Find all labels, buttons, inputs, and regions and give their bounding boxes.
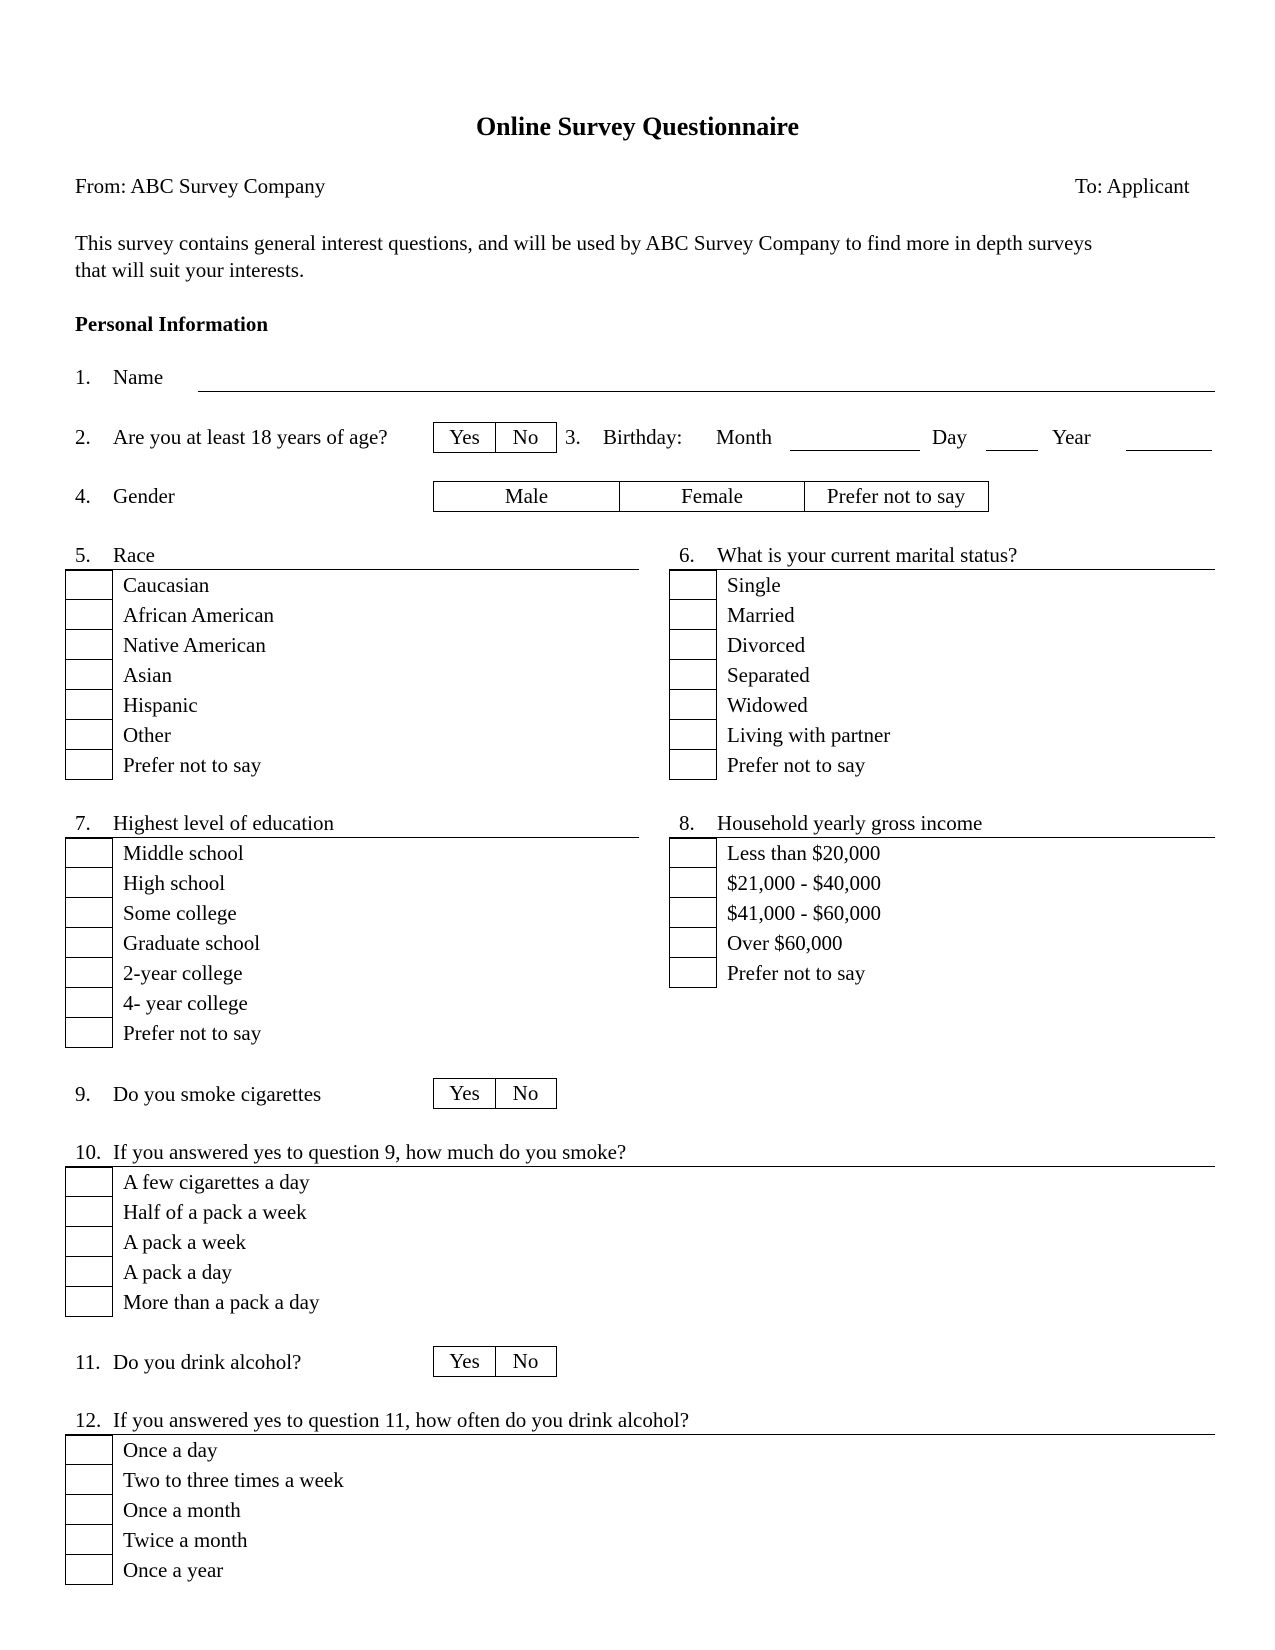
- income-checkbox-41k-60k[interactable]: [669, 898, 717, 928]
- q11-number: 11.: [75, 1350, 101, 1374]
- education-checkbox-2-year-college[interactable]: [65, 958, 113, 988]
- q4-label: Gender: [113, 484, 175, 508]
- alcohol-checkbox-once-a-day[interactable]: [65, 1435, 113, 1465]
- income-checkbox-21k-40k[interactable]: [669, 868, 717, 898]
- intro-text-line-2: that will suit your interests.: [75, 258, 305, 282]
- q10-number: 10.: [75, 1140, 102, 1164]
- q5-divider: [65, 569, 639, 570]
- education-checkbox-4-year-college[interactable]: [65, 988, 113, 1018]
- q4-number: 4.: [75, 484, 91, 508]
- race-checkbox-caucasian[interactable]: [65, 570, 113, 600]
- q3-number: 3.: [565, 425, 581, 449]
- income-checkbox-prefer-not[interactable]: [669, 958, 717, 988]
- q2-number: 2.: [75, 425, 91, 449]
- race-checkbox-native-american[interactable]: [65, 630, 113, 660]
- q11-yes-option[interactable]: Yes: [449, 1349, 480, 1373]
- q3-label: Birthday:: [603, 425, 683, 449]
- from-line: From: ABC Survey Company: [75, 174, 326, 198]
- education-checkbox-prefer-not[interactable]: [65, 1018, 113, 1048]
- q9-no-option[interactable]: No: [495, 1079, 555, 1108]
- smoke-checkbox-few-a-day[interactable]: [65, 1167, 113, 1197]
- q6-number: 6.: [679, 543, 695, 567]
- race-checkbox-other[interactable]: [65, 720, 113, 750]
- birthday-year-label: Year: [1052, 425, 1091, 449]
- q8-divider: [669, 837, 1215, 838]
- page-title: Online Survey Questionnaire: [475, 112, 800, 141]
- marital-checkbox-married[interactable]: [669, 600, 717, 630]
- alcohol-checkbox-twice-a-month[interactable]: [65, 1525, 113, 1555]
- smoke-checkbox-more-than-pack[interactable]: [65, 1287, 113, 1317]
- q5-number: 5.: [75, 543, 91, 567]
- birthday-day-label: Day: [932, 425, 967, 449]
- q9-label: Do you smoke cigarettes: [113, 1082, 322, 1106]
- q9-number: 9.: [75, 1082, 91, 1106]
- education-checkbox-high-school[interactable]: [65, 868, 113, 898]
- intro-text-line-1: This survey contains general interest questions, and will be used by ABC Survey Company to find more in depth surveys: [75, 231, 1093, 255]
- q10-divider: [65, 1166, 1215, 1167]
- gender-option-male[interactable]: Male: [504, 484, 549, 508]
- q12-label: If you answered yes to question 11, how often do you drink alcohol?: [113, 1408, 690, 1432]
- gender-option-prefer-not[interactable]: Prefer not to say: [804, 482, 987, 511]
- gender-options-box: [433, 481, 989, 512]
- gender-option-female[interactable]: Female: [619, 482, 804, 511]
- q9-yes-option[interactable]: Yes: [449, 1081, 480, 1105]
- q2-yes-option[interactable]: Yes: [449, 425, 480, 449]
- race-checkbox-asian[interactable]: [65, 660, 113, 690]
- education-checkbox-middle-school[interactable]: [65, 838, 113, 868]
- smoke-checkbox-pack-day[interactable]: [65, 1257, 113, 1287]
- alcohol-checkbox-once-a-month[interactable]: [65, 1495, 113, 1525]
- q11-label: Do you drink alcohol?: [113, 1350, 302, 1374]
- q9-yes-no-box: [433, 1078, 557, 1109]
- alcohol-checkbox-two-three-week[interactable]: [65, 1465, 113, 1495]
- marital-checkbox-prefer-not[interactable]: [669, 750, 717, 780]
- q10-label: If you answered yes to question 9, how much do you smoke?: [113, 1140, 627, 1164]
- q11-yes-no-box: [433, 1346, 557, 1377]
- to-line: To: Applicant: [1075, 174, 1190, 198]
- q1-label: Name: [113, 365, 164, 389]
- birthday-month-input[interactable]: [790, 450, 920, 451]
- q8-number: 8.: [679, 811, 695, 835]
- birthday-month-label: Month: [716, 425, 773, 449]
- income-checkbox-over-60k[interactable]: [669, 928, 717, 958]
- alcohol-checkbox-once-a-year[interactable]: [65, 1555, 113, 1585]
- q12-number: 12.: [75, 1408, 102, 1432]
- race-checkbox-hispanic[interactable]: [65, 690, 113, 720]
- marital-checkbox-separated[interactable]: [669, 660, 717, 690]
- q2-yes-no-box: [433, 422, 557, 453]
- q5-label: Race: [113, 543, 155, 567]
- q12-divider: [65, 1434, 1215, 1435]
- q11-no-option[interactable]: No: [495, 1347, 555, 1376]
- smoke-checkbox-pack-week[interactable]: [65, 1227, 113, 1257]
- q6-divider: [669, 569, 1215, 570]
- marital-checkbox-widowed[interactable]: [669, 690, 717, 720]
- q7-divider: [65, 837, 639, 838]
- q2-label: Are you at least 18 years of age?: [113, 425, 388, 449]
- marital-checkbox-divorced[interactable]: [669, 630, 717, 660]
- race-checkbox-prefer-not[interactable]: [65, 750, 113, 780]
- q2-no-option[interactable]: No: [495, 423, 555, 452]
- education-checkbox-some-college[interactable]: [65, 898, 113, 928]
- birthday-day-input[interactable]: [986, 450, 1038, 451]
- marital-checkbox-single[interactable]: [669, 570, 717, 600]
- q7-number: 7.: [75, 811, 91, 835]
- education-checkbox-graduate-school[interactable]: [65, 928, 113, 958]
- q7-label: Highest level of education: [113, 811, 335, 835]
- q1-number: 1.: [75, 365, 91, 389]
- q6-label: What is your current marital status?: [717, 543, 1018, 567]
- name-input-line[interactable]: [198, 391, 1215, 392]
- q8-label: Household yearly gross income: [717, 811, 983, 835]
- smoke-checkbox-half-pack-week[interactable]: [65, 1197, 113, 1227]
- marital-checkbox-living-with-partner[interactable]: [669, 720, 717, 750]
- section-title: Personal Information: [75, 312, 269, 336]
- income-checkbox-under-20k[interactable]: [669, 838, 717, 868]
- birthday-year-input[interactable]: [1126, 450, 1212, 451]
- race-checkbox-african-american[interactable]: [65, 600, 113, 630]
